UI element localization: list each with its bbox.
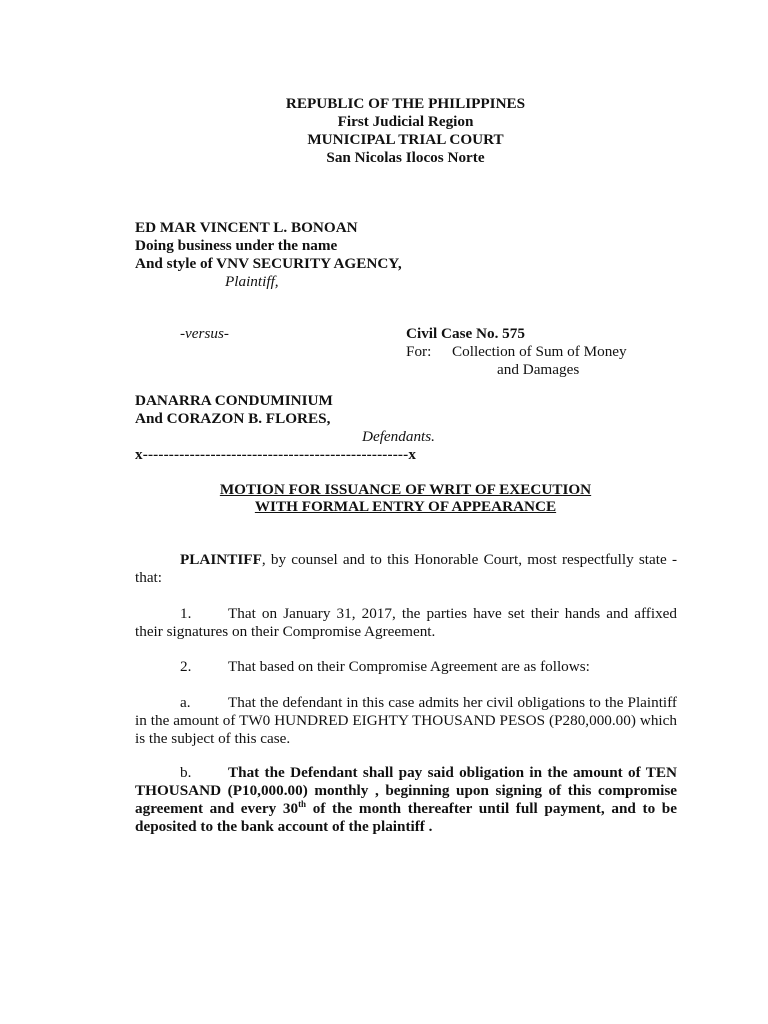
- caption-separator: x---------------------------------------------------x: [135, 446, 417, 463]
- intro-text: , by counsel and to this Honorable Court, most respectfully state - that:: [135, 551, 677, 586]
- case-subject-line2: and Damages: [497, 361, 580, 378]
- paragraph-a-label: a.: [180, 694, 191, 711]
- paragraph-b-label: b.: [180, 764, 192, 781]
- plaintiff-lead: PLAINTIFF: [180, 551, 262, 568]
- case-for-label: For:: [406, 343, 432, 360]
- versus-label: -versus-: [180, 325, 229, 342]
- paragraph-a-text: That the defendant in this case admits her civil obligations to the Plaintiff in the amount of TW0 HUNDRED EIGHTY THOUSAND PESOS (P280,000.00) which is the subject of this case.: [135, 694, 677, 747]
- paragraph-1-text: That on January 31, 2017, the parties have set their hands and affixed their signatures on their Compromise Agreement.: [135, 605, 677, 640]
- plaintiff-name: ED MAR VINCENT L. BONOAN: [135, 219, 358, 236]
- paragraph-a: [135, 694, 677, 748]
- plaintiff-role: Plaintiff,: [225, 273, 279, 290]
- defendant-name-line1: DANARRA CONDUMINIUM: [135, 392, 333, 409]
- judicial-region: First Judicial Region: [337, 113, 474, 130]
- paragraph-2-label: 2.: [180, 658, 192, 675]
- plaintiff-business-line: Doing business under the name: [135, 237, 338, 254]
- paragraph-2: [135, 658, 677, 676]
- paragraph-1-label: 1.: [180, 605, 192, 622]
- motion-title-line1: MOTION FOR ISSUANCE OF WRIT OF EXECUTION: [219, 481, 592, 498]
- case-subject-line1: Collection of Sum of Money: [452, 343, 627, 360]
- defendant-name-line2: And CORAZON B. FLORES,: [135, 410, 331, 427]
- paragraph-b-text-end: of the month thereafter until full payment, and to be deposited to the bank account of the plaintiff .: [135, 800, 677, 835]
- plaintiff-agency-line: And style of VNV SECURITY AGENCY,: [135, 255, 402, 272]
- paragraph-b: [135, 764, 677, 836]
- court-header: [0, 95, 768, 167]
- paragraph-1: [135, 605, 677, 641]
- paragraph-b-text-start: That the Defendant shall pay said obligation in the amount of TEN THOUSAND (P10,000.00) monthly , beginning upon signing of this compromise agreement and every 30: [135, 764, 677, 817]
- court-location: San Nicolas Ilocos Norte: [326, 149, 485, 166]
- motion-title-line2: WITH FORMAL ENTRY OF APPEARANCE: [254, 498, 557, 515]
- case-number: Civil Case No. 575: [406, 325, 525, 342]
- defendants-role: Defendants.: [362, 428, 435, 445]
- paragraph-2-text: That based on their Compromise Agreement are as follows:: [228, 658, 590, 675]
- court-name: MUNICIPAL TRIAL COURT: [307, 131, 504, 148]
- republic-heading: REPUBLIC OF THE PHILIPPINES: [285, 95, 526, 112]
- paragraph-b-ordinal-suffix: th: [298, 799, 307, 809]
- intro-paragraph: [135, 551, 677, 587]
